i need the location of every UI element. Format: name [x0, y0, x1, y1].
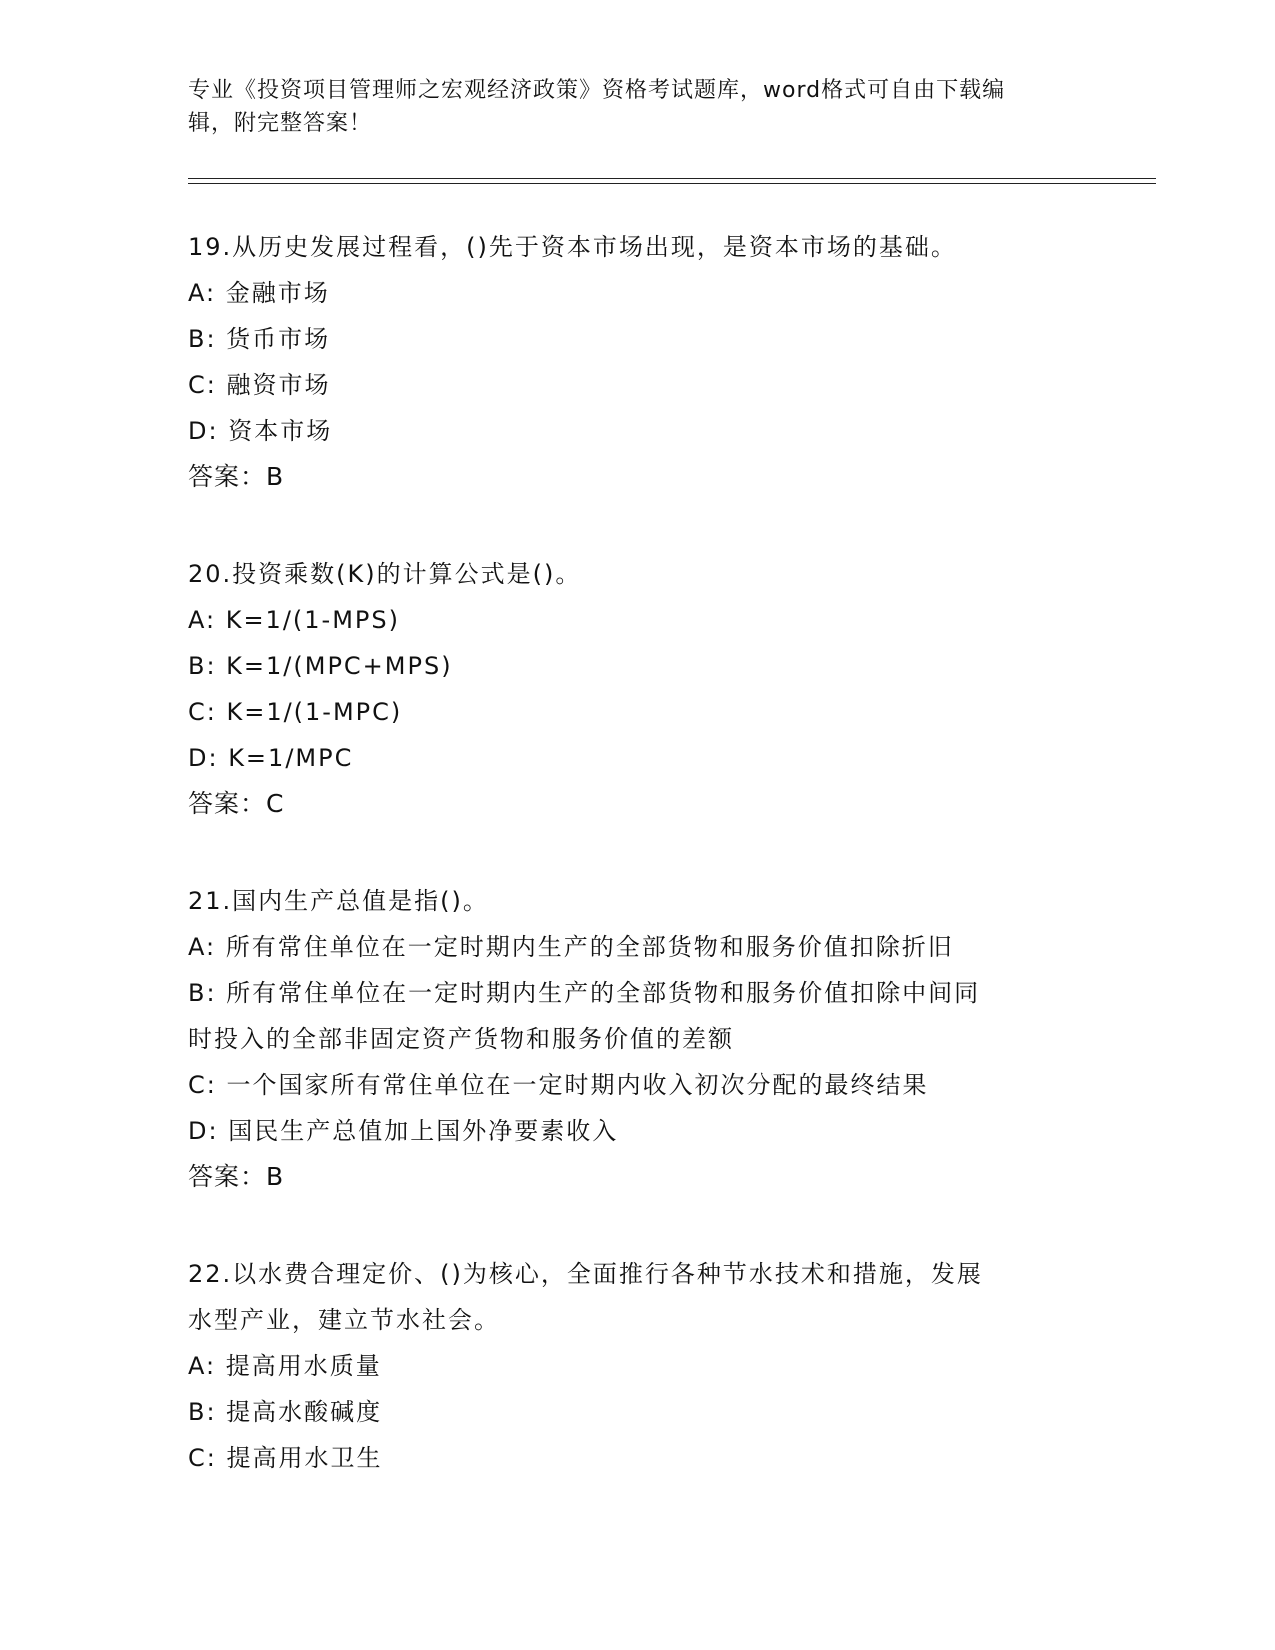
option-c: C: 融资市场 — [188, 371, 331, 399]
option-d: D: 国民生产总值加上国外净要素收入 — [188, 1117, 619, 1145]
option-d: D: 资本市场 — [188, 417, 333, 445]
question-stem: 21.国内生产总值是指()。 — [188, 887, 489, 915]
document-intro — [188, 74, 1068, 140]
option-a: A: 金融市场 — [188, 279, 330, 307]
question-stem: 19.从历史发展过程看，()先于资本市场出现，是资本市场的基础。 — [188, 233, 957, 261]
option-a: A: K=1/(1-MPS) — [188, 606, 400, 634]
question-22 — [188, 1251, 1088, 1481]
question-19 — [188, 224, 1088, 500]
option-c: C: K=1/(1-MPC) — [188, 698, 403, 726]
option-b-continued: 时投入的全部非固定资产货物和服务价值的差额 — [188, 1025, 734, 1053]
divider-bottom — [188, 183, 1156, 184]
option-b: B: 提高水酸碱度 — [188, 1398, 383, 1426]
option-b: B: 货币市场 — [188, 325, 331, 353]
option-c: C: 一个国家所有常住单位在一定时期内收入初次分配的最终结果 — [188, 1071, 929, 1099]
question-20 — [188, 551, 1088, 827]
intro-line-2: 辑，附完整答案！ — [188, 111, 373, 136]
option-b: B: K=1/(MPC+MPS) — [188, 652, 453, 680]
divider-top — [188, 178, 1156, 179]
answer: 答案：B — [188, 1162, 285, 1191]
answer: 答案：B — [188, 462, 285, 491]
answer: 答案：C — [188, 789, 285, 818]
option-a: A: 提高用水质量 — [188, 1352, 382, 1380]
intro-line-1: 专业《投资项目管理师之宏观经济政策》资格考试题库，word格式可自由下载编 — [188, 78, 1006, 103]
question-stem: 22.以水费合理定价、()为核心，全面推行各种节水技术和措施，发展 — [188, 1260, 983, 1288]
option-c: C: 提高用水卫生 — [188, 1444, 383, 1472]
option-b: B: 所有常住单位在一定时期内生产的全部货物和服务价值扣除中间同 — [188, 979, 981, 1007]
option-d: D: K=1/MPC — [188, 744, 354, 772]
question-21 — [188, 878, 1088, 1200]
option-a: A: 所有常住单位在一定时期内生产的全部货物和服务价值扣除折旧 — [188, 933, 954, 961]
question-stem-continued: 水型产业，建立节水社会。 — [188, 1306, 500, 1334]
question-stem: 20.投资乘数(K)的计算公式是()。 — [188, 560, 582, 588]
